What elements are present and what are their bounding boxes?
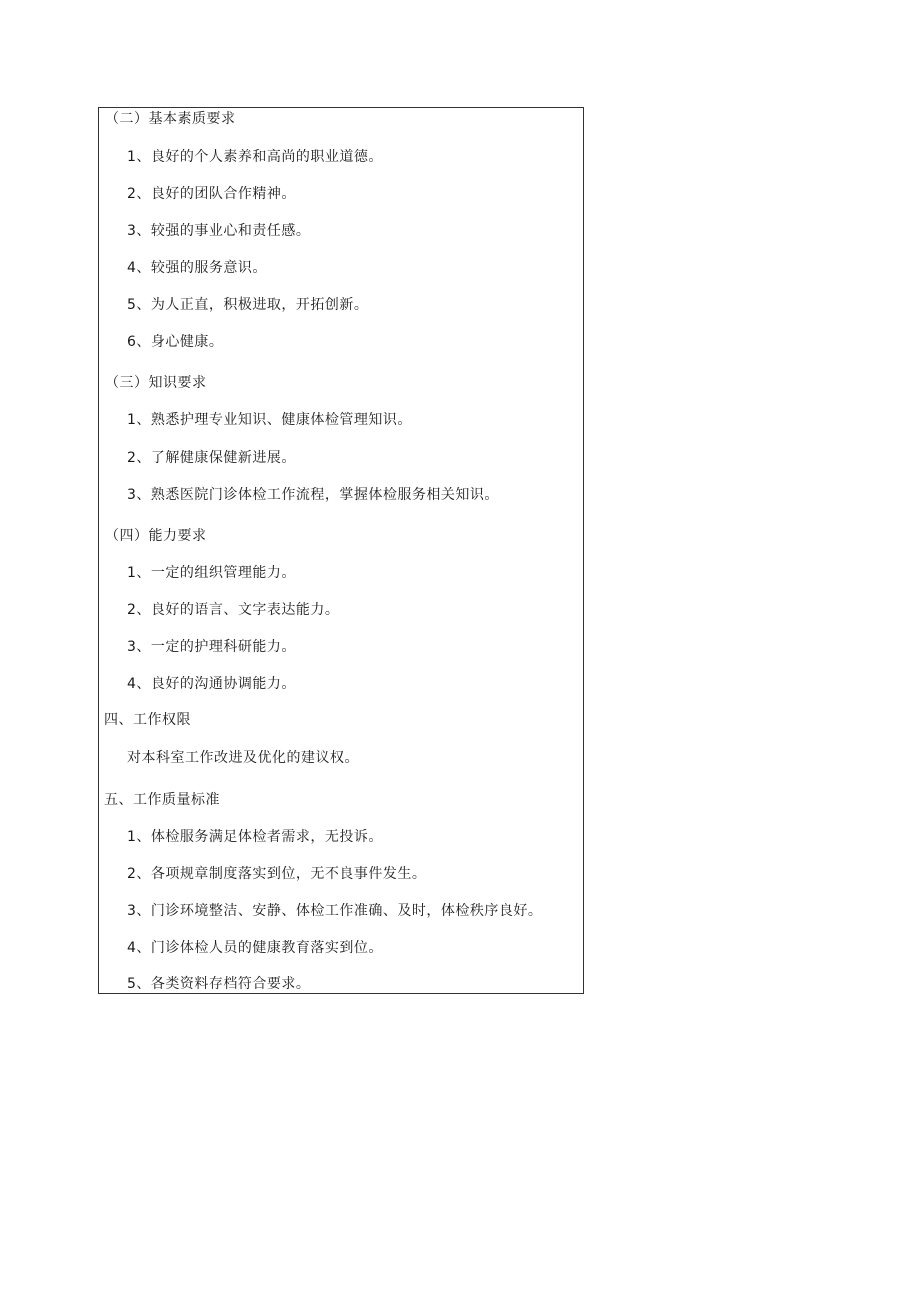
list-item: 2、良好的语言、文字表达能力。 [127, 602, 340, 618]
list-item: 1、一定的组织管理能力。 [127, 565, 296, 581]
section-heading-authority: 四、工作权限 [104, 712, 191, 728]
list-item: 1、熟悉护理专业知识、健康体检管理知识。 [127, 412, 412, 428]
authority-text: 对本科室工作改进及优化的建议权。 [127, 750, 359, 766]
section-heading-basic-quality: （二）基本素质要求 [105, 111, 236, 127]
job-description-table-cell [98, 107, 584, 994]
list-item: 3、一定的护理科研能力。 [127, 639, 296, 655]
list-item: 3、较强的事业心和责任感。 [127, 223, 311, 239]
list-item: 4、良好的沟通协调能力。 [127, 676, 296, 692]
list-item: 6、身心健康。 [127, 334, 224, 350]
list-item: 1、良好的个人素养和高尚的职业道德。 [127, 149, 383, 165]
list-item: 2、各项规章制度落实到位，无不良事件发生。 [127, 866, 427, 882]
list-item: 1、体检服务满足体检者需求，无投诉。 [127, 829, 383, 845]
list-item: 3、门诊环境整洁、安静、体检工作准确、及时，体检秩序良好。 [127, 903, 543, 919]
section-heading-quality-standard: 五、工作质量标准 [104, 792, 220, 808]
section-heading-ability: （四）能力要求 [105, 528, 207, 544]
list-item: 3、熟悉医院门诊体检工作流程，掌握体检服务相关知识。 [127, 487, 499, 503]
list-item: 5、为人正直，积极进取，开拓创新。 [127, 297, 369, 313]
list-item: 2、了解健康保健新进展。 [127, 450, 296, 466]
section-heading-knowledge: （三）知识要求 [105, 375, 207, 391]
list-item: 2、良好的团队合作精神。 [127, 186, 296, 202]
list-item: 4、门诊体检人员的健康教育落实到位。 [127, 940, 383, 956]
list-item: 4、较强的服务意识。 [127, 260, 267, 276]
list-item: 5、各类资料存档符合要求。 [127, 976, 311, 992]
